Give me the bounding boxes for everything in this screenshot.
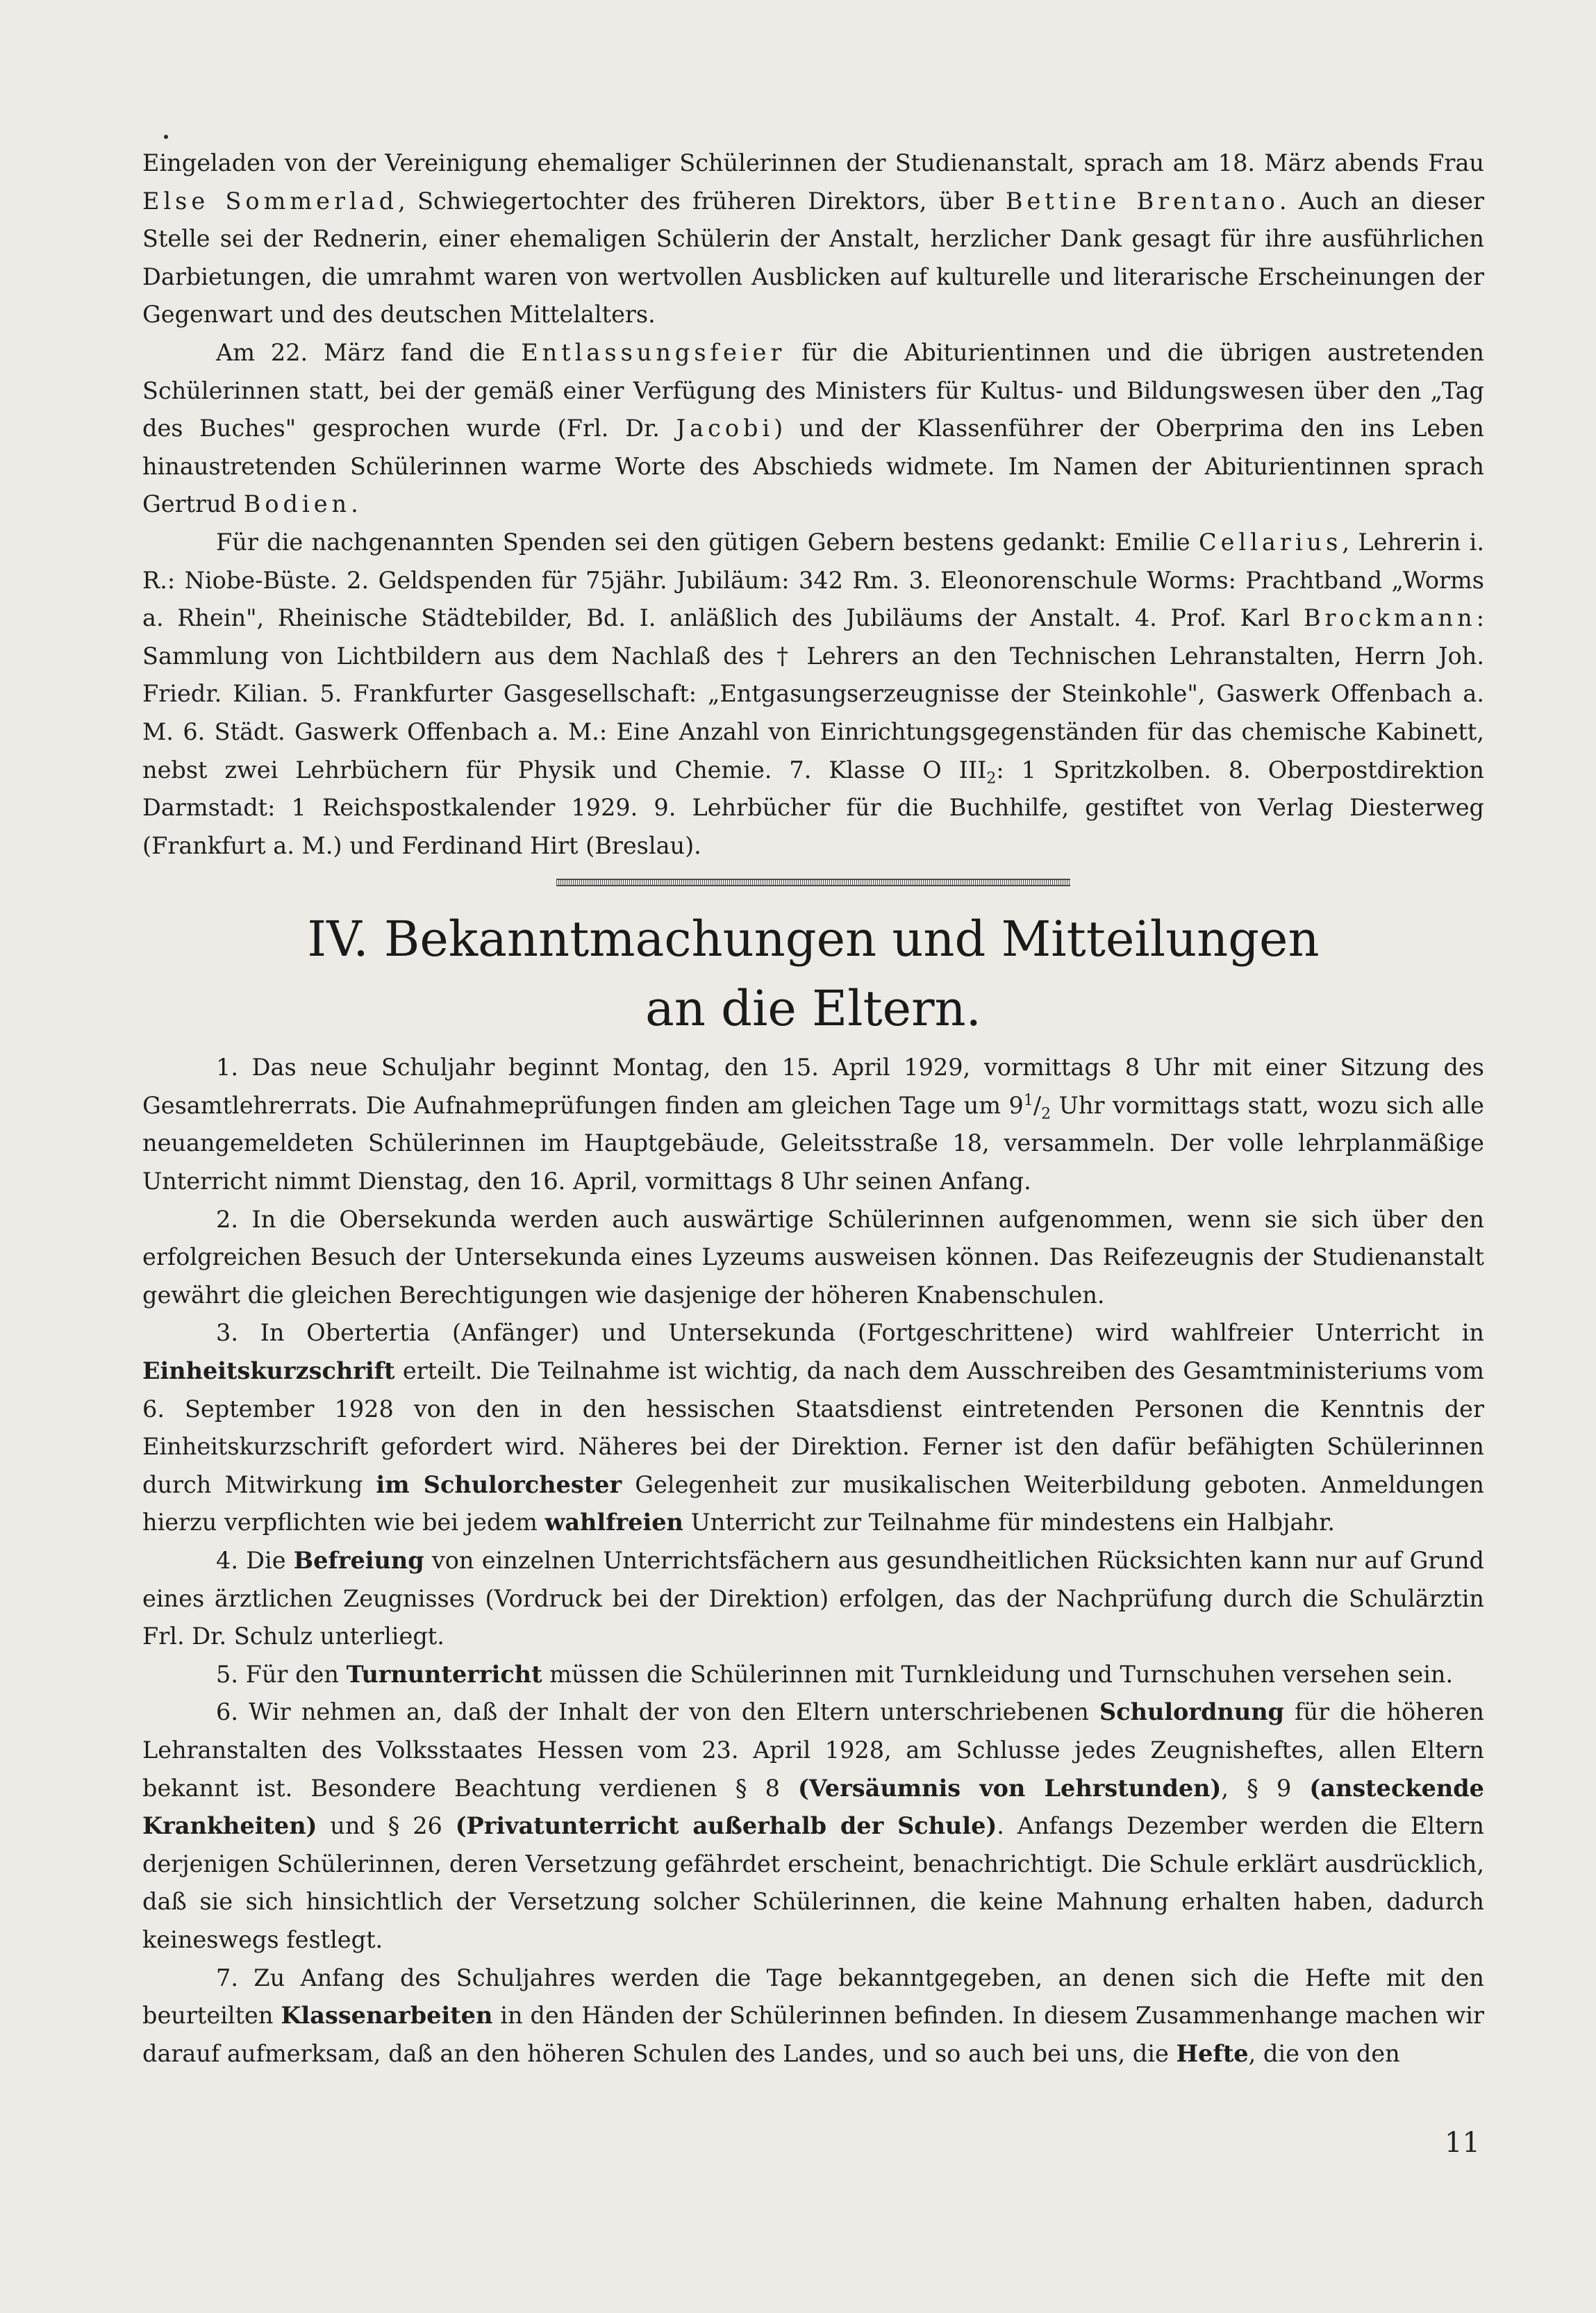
section-divider <box>556 879 1070 886</box>
heading-line-1: IV. Bekanntmachungen und Mitteilungen <box>307 911 1320 968</box>
item-4-exemption: 4. Die Befreiung von einzelnen Unterrichtsfächern aus gesundheitlichen Rücksichten kann nur auf Grund eines ärztlichen Zeugnisses (Vordruck bei der Direktion) erfolgen, das der Nachprüfung durch die Schulärztin Frl. Dr. Schulz unterliegt. <box>142 1547 1484 1650</box>
event-name: Entlassungsfeier <box>521 338 786 366</box>
heading-line-2: an die Eltern. <box>645 980 981 1038</box>
section-heading <box>142 904 1484 1043</box>
item-5-gym: 5. Für den Turnunterricht müssen die Schülerinnen mit Turnkleidung und Turnschuhen versehen sein. <box>216 1660 1454 1688</box>
speaker-bodien: Bodien <box>243 490 351 518</box>
speaker-name: Else Sommerlad <box>142 187 399 215</box>
page-body <box>142 144 1484 2073</box>
item-3-shorthand: 3. In Obertertia (Anfänger) und Untersekunda (Fortgeschrittene) wird wahlfreier Unterricht in Einheitskurzschrift erteilt. Die Teilnahme ist wichtig, da nach dem Ausschreiben des Gesamtministeriums vom 6. September 1928 von den in den hessischen Staatsdienst eintretenden Personen die Kenntnis der Einheitskurzschrift gefordert wird. Näheres bei der Direktion. Ferner ist den dafür befähigten Schülerinnen durch Mitwirkung im Schulorchester Gelegenheit zur musikalischen Weiterbildung geboten. Anmeldungen hierzu verpflichten wie bei jedem wahlfreien Unterricht zur Teilnahme für mindestens ein Halbjahr. <box>142 1319 1484 1536</box>
lecture-topic: Bettine Brentano <box>1005 187 1279 215</box>
printer-dot <box>164 135 168 139</box>
item-6-school-rules: 6. Wir nehmen an, daß der Inhalt der von den Eltern unterschriebenen Schulordnung für die höheren Lehranstalten des Volksstaates Hessen vom 23. April 1928, am Schlusse jedes Zeugnisheftes, allen Eltern bekannt ist. Besondere Beachtung verdienen § 8 (Versäumnis von Lehrstunden), § 9 (ansteckende Krankheiten) und § 26 (Privatunterricht außerhalb der Schule). Anfangs Dezember werden die Eltern derjenigen Schülerinnen, deren Versetzung gefährdet erscheint, benachrichtigt. Die Schule erklärt ausdrücklich, daß sie sich hinsichtlich der Versetzung solcher Schülerinnen, die keine Mahnung erhalten haben, dadurch keineswegs festlegt. <box>142 1698 1484 1953</box>
paragraph-lecture: Eingeladen von der Vereinigung ehemaliger Schülerinnen der Studienanstalt, sprach am 18. März abends Frau Else Sommerlad, Schwiegertochter des früheren Direktors, über Bettine Brentano. Auch an dieser Stelle sei der Rednerin, einer ehemaligen Schülerin der Anstalt, herzlicher Dank gesagt für ihre ausführlichen Darbietungen, die umrahmt waren von wertvollen Ausblicken auf kulturelle und literarische Erscheinungen der Gegenwart und des deutschen Mittelalters. <box>142 149 1484 329</box>
paragraph-donations: Für die nachgenannten Spenden sei den gütigen Gebern bestens gedankt: Emilie Cellarius, Lehrerin i. R.: Niobe-Büste. 2. Geldspenden für 75jähr. Jubiläum: 342 Rm. 3. Eleonorenschule Worms: Prachtband „Worms a. Rhein", Rheinische Städtebilder, Bd. I. anläßlich des Jubiläums der Anstalt. 4. Prof. Karl Brockmann: Sammlung von Lichtbildern aus dem Nachlaß des † Lehrers an den Technischen Lehranstalten, Herrn Joh. Friedr. Kilian. 5. Frankfurter Gasgesellschaft: „Entgasungserzeugnisse der Steinkohle", Gaswerk Offenbach a. M. 6. Städt. Gaswerk Offenbach a. M.: Eine Anzahl von Einrichtungsgegenständen für das chemische Kabinett, nebst zwei Lehrbüchern für Physik und Chemie. 7. Klasse O $III_2$: 1 Spritzkolben. 8. Oberpostdirektion Darmstadt: 1 Reichspostkalender 1929. 9. Lehrbücher für die Buchhilfe, gestiftet von Verlag Diesterweg (Frankfurt a. M.) und Ferdinand Hirt (Breslau). <box>142 528 1484 859</box>
item-7-class-work: 7. Zu Anfang des Schuljahres werden die Tage bekanntgegeben, an denen sich die Hefte mit den beurteilten Klassenarbeiten in den Händen der Schülerinnen befinden. In diesem Zusammenhange machen wir darauf aufmerksam, daß an den höheren Schulen des Landes, und so auch bei uns, die Hefte, die von den <box>142 1964 1485 2067</box>
speaker-jacobi: Jacobi <box>676 415 774 442</box>
donor-cellarius: Cellarius <box>1198 528 1343 556</box>
page-number: 11 <box>1445 2127 1480 2159</box>
paragraph-farewell: Am 22. März fand die Entlassungsfeier für die Abiturientinnen und die übrigen austretenden Schülerinnen statt, bei der gemäß einer Verfügung des Ministers für Kultus- und Bildungswesen über den „Tag des Buches" gesprochen wurde (Frl. Dr. Jacobi) und der Klassenführer der Oberprima den ins Leben hinaustretenden Schülerinnen warme Worte des Abschieds widmete. Im Namen der Abiturientinnen sprach Gertrud Bodien. <box>142 338 1485 518</box>
donor-brockmann: Brockmann <box>1303 604 1477 632</box>
item-2-obersekunda: 2. In die Obersekunda werden auch auswärtige Schülerinnen aufgenommen, wenn sie sich über den erfolgreichen Besuch der Untersekunda eines Lyzeums ausweisen können. Das Reifezeugnis der Studienanstalt gewährt die gleichen Berechtigungen wie dasjenige der höheren Knabenschulen. <box>142 1205 1484 1309</box>
item-1-school-year: 1. Das neue Schuljahr beginnt Montag, den 15. April 1929, vormittags 8 Uhr mit einer Sitzung des Gesamtlehrerrats. Die Aufnahmeprüfungen finden am gleichen Tage um $9^1/_2$ Uhr vormittags statt, wozu sich alle neuangemeldeten Schülerinnen im Hauptgebäude, Geleitsstraße 18, versammeln. Der volle lehrplanmäßige Unterricht nimmt Dienstag, den 16. April, vormittags 8 Uhr seinen Anfang. <box>142 1054 1484 1195</box>
